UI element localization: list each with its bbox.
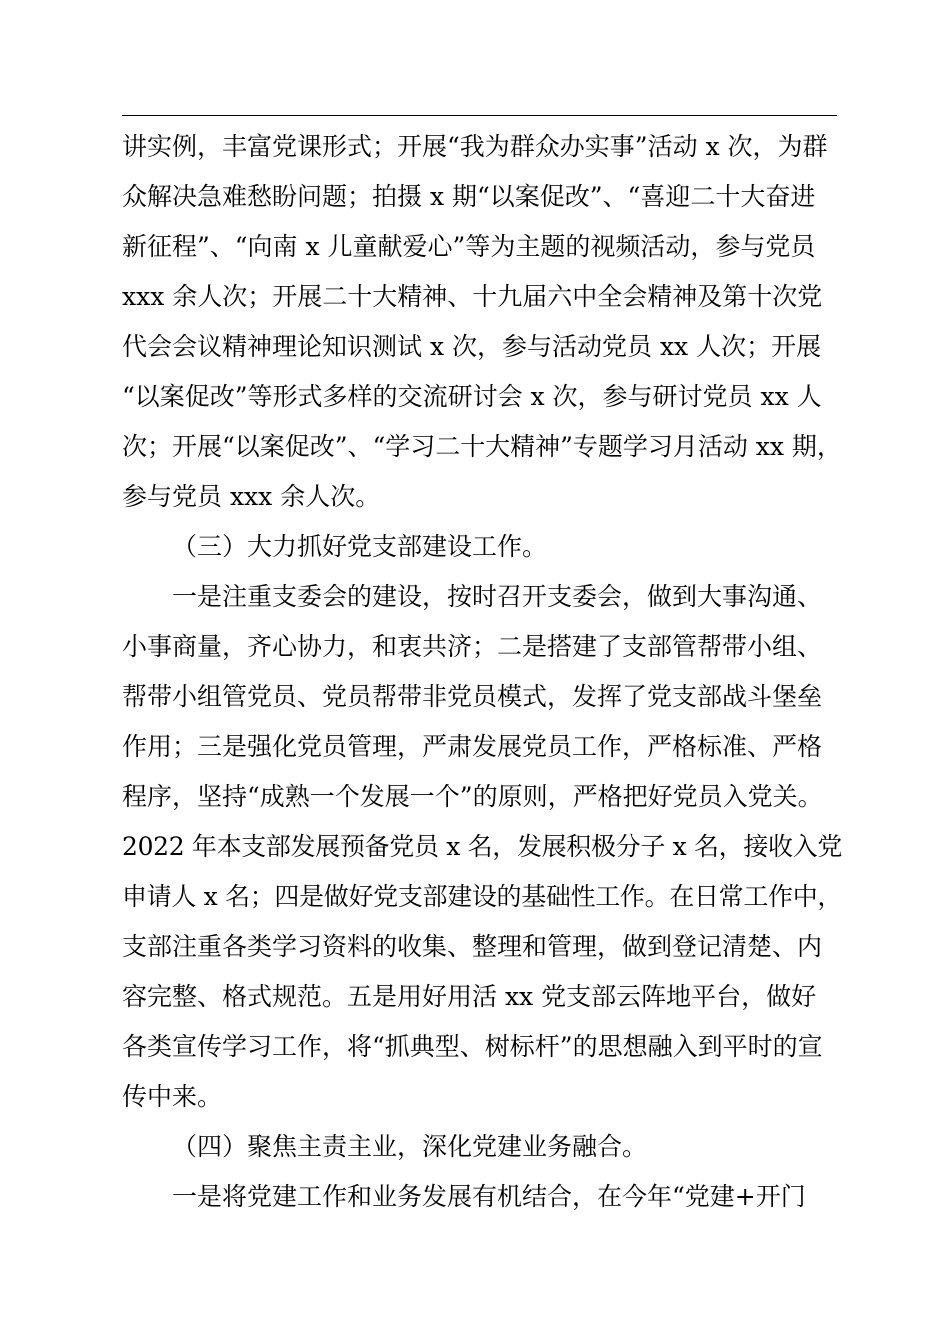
text-line: 作用；三是强化党员管理，严肃发展党员工作，严格标准、严格 — [122, 732, 823, 761]
text-line: 一是将党建工作和业务发展有机结合，在今年“党建+开门 — [172, 1182, 806, 1211]
text-line: 参与党员 xxx 余人次。 — [122, 482, 381, 511]
text-line: 新征程”、“向南 x 儿童献爱心”等为主题的视频活动，参与党员 — [122, 232, 816, 261]
text-line: 申请人 x 名；四是做好党支部建设的基础性工作。在日常工作中， — [122, 882, 843, 911]
text-line: 一是注重支委会的建设，按时召开支委会，做到大事沟通、 — [172, 582, 823, 611]
section-heading: （四）聚焦主责主业，深化党建业务融合。 — [172, 1132, 648, 1161]
text-line: 次；开展“以案促改”、“学习二十大精神”专题学习月活动 xx 期， — [122, 432, 842, 461]
text-line: 代会会议精神理论知识测试 x 次，参与活动党员 xx 人次；开展 — [122, 332, 822, 361]
text-line: xxx 余人次；开展二十大精神、十九届六中全会精神及第十次党 — [122, 282, 823, 311]
text-line: 各类宣传学习工作，将“抓典型、树标杆”的思想融入到平时的宣 — [122, 1032, 823, 1061]
text-line: 小事商量，齐心协力，和衷共济；二是搭建了支部管帮带小组、 — [122, 632, 823, 661]
text-line: 帮带小组管党员、党员帮带非党员模式，发挥了党支部战斗堡垒 — [122, 682, 823, 711]
text-line: 讲实例，丰富党课形式；开展“我为群众办实事”活动 x 次，为群 — [122, 132, 828, 161]
text-line: 容完整、格式规范。五是用好用活 xx 党支部云阵地平台，做好 — [122, 982, 817, 1011]
text-line: 传中来。 — [122, 1082, 223, 1111]
text-line: 2022 年本支部发展预备党员 x 名，发展积极分子 x 名，接收入党 — [122, 832, 843, 861]
header-rule — [122, 115, 837, 116]
text-line: “以案促改”等形式多样的交流研讨会 x 次，参与研讨党员 xx 人 — [122, 382, 822, 411]
text-line: 众解决急难愁盼问题；拍摄 x 期“以案促改”、“喜迎二十大奋进 — [122, 182, 816, 211]
text-line: 程序，坚持“成熟一个发展一个”的原则，严格把好党员入党关。 — [122, 782, 823, 811]
section-heading: （三）大力抓好党支部建设工作。 — [172, 532, 548, 561]
text-line: 支部注重各类学习资料的收集、整理和管理，做到登记清楚、内 — [122, 932, 823, 961]
